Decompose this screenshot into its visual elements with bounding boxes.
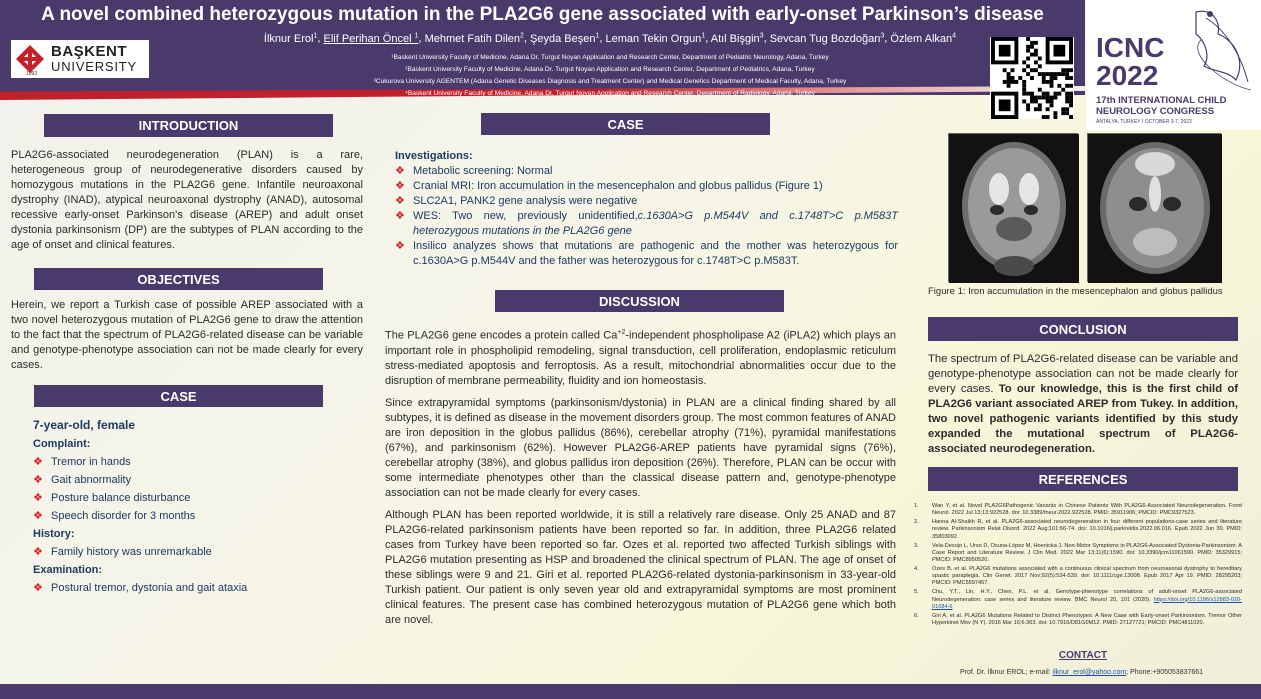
investigations-label: Investigations: — [395, 150, 473, 162]
list-item: ❖ Tremor in hands — [33, 453, 353, 471]
wes-text: WES: Two new, previously unidentified, — [413, 210, 638, 222]
logo-line2: UNIVERSITY — [51, 59, 138, 74]
reference-number: 4. — [914, 566, 919, 573]
figure-caption: Figure 1: Iron accumulation in the mesencephalon and globus pallidus — [928, 286, 1223, 297]
complaint-list — [33, 453, 353, 525]
reference-number: 6. — [914, 612, 919, 619]
qr-code[interactable] — [990, 37, 1074, 119]
list-item: ❖ Family history was unremarkable — [33, 543, 353, 561]
author-name: Özlem Alkan$^4$ — [890, 32, 957, 45]
list-item: ❖ Speech disorder for 3 months — [33, 507, 353, 525]
footer-bar — [0, 684, 1261, 699]
investigations-list — [395, 164, 898, 269]
congress-subtitle-line1: 17th INTERNATIONAL CHILD — [1096, 95, 1227, 106]
reference-text: Chu, Y.T., Lin, H.Y., Chen, P.L. et al. Genotype-phenotype correlations of adult-onset PLA2G6-associated Neurodegeneration: case series and literature review. BMC Neurol 20, 101 (2020). — [932, 589, 1242, 603]
reference-text: Giri A, et al. PLA2G6 Mutations Related to Distinct Phenotypes: A New Case with Early-onset Parkinsonism. Tremor Other Hyperkinet Mov (N Y). 2016 Mar 16;6:363. doi: 10.7916/D81G0M12. PMID: 27127721; PMCID: PMC4811020. — [932, 612, 1242, 627]
author-name: Elif Perihan Öncel $^1$ — [323, 32, 419, 45]
discussion-text — [385, 325, 896, 628]
history-list — [33, 543, 353, 561]
reference-number: 5. — [914, 589, 919, 596]
reference-item — [914, 503, 1242, 517]
discussion-heading: DISCUSSION — [495, 290, 784, 312]
affiliation-2: ²Baskent University Faculty of Medicine, Adana Dr. Turgut Noyan Application and Research Center, Department of Pediatrics, Adana, Turkey — [405, 66, 815, 73]
reference-item — [914, 589, 1242, 611]
discussion-p1-sup: +2 — [617, 329, 626, 336]
author-list: İlknur Erol$^1$, Elif Perihan Öncel $^1$, Mehmet Fatih Dilen$^2$, Şeyda Beşen$^1$, Leman Tekin Orgun$^1$, Atıl Bişgin$^3$, Sevcan Tug Bozdoğan$^3$, Özlem Alkan$^4$ — [263, 32, 957, 45]
contact-phone: ; Phone:+905053837661 — [1126, 669, 1204, 676]
congress-title — [1096, 34, 1164, 90]
author-name: Leman Tekin Orgun$^1$ — [605, 32, 706, 45]
list-item: ❖ SLC2A1, PANK2 gene analysis were negative — [395, 194, 898, 209]
list-item: ❖ Posture balance disturbance — [33, 489, 353, 507]
conclusion-heading: CONCLUSION — [928, 317, 1238, 341]
reference-item — [914, 613, 1242, 627]
author-name: Mehmet Fatih Dilen$^2$ — [424, 32, 524, 45]
contact-heading: CONTACT — [1058, 650, 1108, 661]
reference-item — [914, 566, 1242, 588]
reference-item — [914, 519, 1242, 541]
conclusion-bold: To our knowledge, this is the first child of PLA2G6 variant associated AREP from Tukey. In addition, two novel pathogenic variants identified by this study expanded the mutational spectrum of PLA2G6-associated neurodegeneration. — [928, 383, 1238, 455]
list-item: ❖ Insilico analyzes shows that mutations are pathogenic and the mother was heterozygous for c.1630A>G p.M544V and the father was heterozygous for c.1748T>C p.M583T. — [395, 239, 898, 269]
logo-year: 1993 — [26, 71, 38, 77]
investigations-block — [395, 148, 898, 269]
congress-title-line1: ICNC — [1096, 32, 1165, 63]
case-heading-middle: CASE — [481, 113, 770, 135]
examination-label: Examination: — [33, 564, 103, 576]
reference-text: Wan Y, et al. Novel PLA2G6Pathogenic Variants in Chinese Patients With PLA2G6-Associated Neurodegeneration. Front Neurol. 2022 Jul 13;13:922528. doi: 10.3389/fneur.2022.922528. PMID: 35911906; PMCID: PMC9327523. — [932, 503, 1242, 517]
list-item: ❖ Postural tremor, dystonia and gait ataxia — [33, 579, 353, 597]
case-heading-left: CASE — [34, 385, 323, 407]
author-name: Sevcan Tug Bozdoğan$^3$ — [769, 32, 885, 45]
contact-email-link[interactable]: ilknur_erol@yahoo.com — [1052, 669, 1127, 676]
author-name: İlknur Erol$^1$ — [263, 32, 318, 45]
list-item: ❖ Gait abnormality — [33, 471, 353, 489]
reference-item — [914, 543, 1242, 565]
wes-mutations: c.1630A>G p.M544V and c.1748T>C p.M583T heterozygous mutations in the PLA2G6 gene — [413, 210, 898, 237]
reference-list — [914, 503, 1242, 629]
congress-subtitle — [1096, 95, 1227, 117]
discussion-paragraph-2: Since extrapyramidal symptoms (parkinsonism/dystonia) in PLAN are a clinical finding shared by all subtypes, it is defined as disease in the movement disorders group. The most common features of ANAD are iron deposition in the globus pallidus (86%), cerebellar atrophy (71%), pyramidal manifestations (67%), and parkinsonism (62%). However PLA2G6-AREP patients have pyramidal signs (76%), cerebellar atrophy (38%), and globus pallidus iron deposition (26%). Therefore, PLAN can be occur with some intermediate phenotypes other than the classical disease pattern and, genotype-phenotype association can not be made clearly for every cases. — [385, 396, 896, 499]
author-name: Şeyda Beşen$^1$ — [530, 32, 600, 45]
introduction-text: PLA2G6-associated neurodegeneration (PLAN) is a rare, heterogeneous group of neurodegenerative disorders caused by homozygous mutations in the PLA2G6 gene. Infantile neuroaxonal dystrophy (INAD), atypical neuroaxonal dystrophy (ANAD), autosomal recessive early-onset Parkinson's disease (AREP) and adult onset dystonia parkinsonism (DP) are the subtypes of PLAN according to the age of onset and clinical features. — [11, 149, 363, 251]
reference-number: 2. — [914, 519, 919, 526]
mri-image-2 — [1087, 133, 1221, 282]
congress-date: ANTALYA, TURKEY I OCTOBER 3-7, 2022 — [1096, 119, 1192, 125]
contact-info — [914, 669, 1249, 676]
discussion-paragraph-3: Although PLAN has been reported worldwide, it is still a relatively rare disease. Only 25 ANAD and 87 PLA2G6-related parkinsonism patients have been reported so far. In addition, three PLA2G6 related cases from Turkey have been reported so far. Ozes et al. reported two affected Turkish siblings with PLA2G6 mutation presenting as HSP and broadened the clinical spectrum of PLAN. The age of onset of these siblings were 9 and 21. Giri et al. reported PLA2G6-related dystonia-parkinsonism in 33-year-old Turkish patient. Our patient is only seven year old and extrapyramidal symptoms are most prominent clinical features. The present case has combined heterozygous mutation of PLA2G6 gene which both are novel. — [385, 508, 896, 626]
list-item: ❖ Metabolic screening: Normal — [395, 164, 898, 179]
history-label: History: — [33, 528, 75, 540]
reference-number: 3. — [914, 542, 919, 549]
conclusion-text — [928, 352, 1238, 457]
affiliation-3: ³Cukurova University AGENTEM (Adana Genetic Diseases Diagnosis and Treatment Center) and Medical Genetics Department of Medical Faculty, Adana, Turkey — [373, 78, 847, 85]
reference-text: Ozes B, et al. PLA2G6 mutations associated with a continuous clinical spectrum from neuroaxonal dystrophy to hereditary spastic paraplegia. Clin Genet. 2017 Nov;92(5):534-539. doi: 10.1111/cge.13008. Epub 2017 Apr 19. PMID: 28295203; PMCID: PMC5597457. — [932, 566, 1242, 587]
conclusion-plain: The spectrum of PLA2G6-related disease can be variable and genotype-phenotype association can not be made clearly for every cases. — [928, 353, 1238, 395]
examination-list — [33, 579, 353, 597]
baskent-emblem-icon — [15, 44, 45, 74]
contact-prefix: Prof. Dr. İlknur EROL; e-mail: — [959, 669, 1053, 676]
references-heading: REFERENCES — [928, 467, 1238, 491]
reference-text: Hanna Al-Shaikh R, et al. PLA2G6-associated neurodegeneration in four different populations-case series and literature review. Parkinsonism Relat Disord. 2022 Aug;101:66-74. doi: 10.1016/j.parkreldis.2022.06.016. Epub 2022 Jun 30. PMID: 35803092. — [932, 519, 1242, 540]
author-name: Atıl Bişgin$^3$ — [710, 32, 764, 45]
discussion-paragraph-1 — [385, 325, 896, 389]
patient-summary: 7-year-old, female — [33, 418, 136, 432]
affiliation-4: ⁴Baskent University Faculty of Medicine, Adana Dr. Turgut Noyan Application and Research Center, Department of Radiology, Adana, Turkey — [405, 90, 815, 97]
poster-title: A novel combined heterozygous mutation in the PLA2G6 gene associated with early-onset Parkinson’s disease — [41, 4, 1044, 25]
list-item: ❖ Cranial MRI: Iron accumulation in the mesencephalon and globus pallidus (Figure 1) — [395, 179, 898, 194]
discussion-p1-end: -independent phospholipase A2 (iPLA2) which plays an important role in phospholipid remodeling, signal transduction, cell proliferation, endoplasmic reticulum stress-mediated apoptosis and ferroptosis. As a result, mitochondrial abnormalities occur due to the disruption of membrane permeability, fluidity and ion homeostasis. — [385, 329, 896, 387]
objectives-heading: OBJECTIVES — [34, 268, 323, 290]
discussion-p1-start: The PLA2G6 gene encodes a protein called Ca — [385, 329, 618, 342]
mri-image-1 — [948, 133, 1078, 282]
list-item — [395, 209, 898, 239]
affiliation-1: ¹Baskent University Faculty of Medicine, Adana Dr. Turgut Noyan Application and Research Center, Department of Pediatric Neurology, Adana, Turkey — [391, 54, 829, 61]
reference-doi-link[interactable]: https://doi.org/10.1186/s12883-020-01684-6 — [932, 596, 1242, 610]
complaint-label: Complaint: — [33, 438, 91, 450]
objectives-text: Herein, we report a Turkish case of possible AREP associated with a two novel heterozygous mutation of PLA2G6 gene to draw the attention to the fact that the spectrum of PLA2G6-related disease can be variable and genotype-phenotype association can not be made clearly for every cases. — [11, 299, 363, 371]
affiliation-list — [150, 52, 1070, 100]
reference-number: 1. — [914, 503, 919, 509]
reference-text: Vela-Desojo L, Urso D, Osuna-López M, Hoenicka J. Non-Motor Symptoms in PLA2G6-Associated Dystonia-Parkinsonism: A Case Report and Literature Review. J Clin Med. 2022 Mar 13;11(6):1590. doi: 10.3390/jcm11061590. PMID: 35329915; PMCID: PMC8950520. — [932, 542, 1242, 564]
logo-line1: BAŞKENT — [51, 43, 128, 60]
introduction-heading: INTRODUCTION — [44, 114, 333, 137]
case-details — [33, 417, 353, 597]
congress-title-line2: 2022 — [1096, 60, 1159, 91]
congress-subtitle-line2: NEUROLOGY CONGRESS — [1096, 106, 1215, 117]
